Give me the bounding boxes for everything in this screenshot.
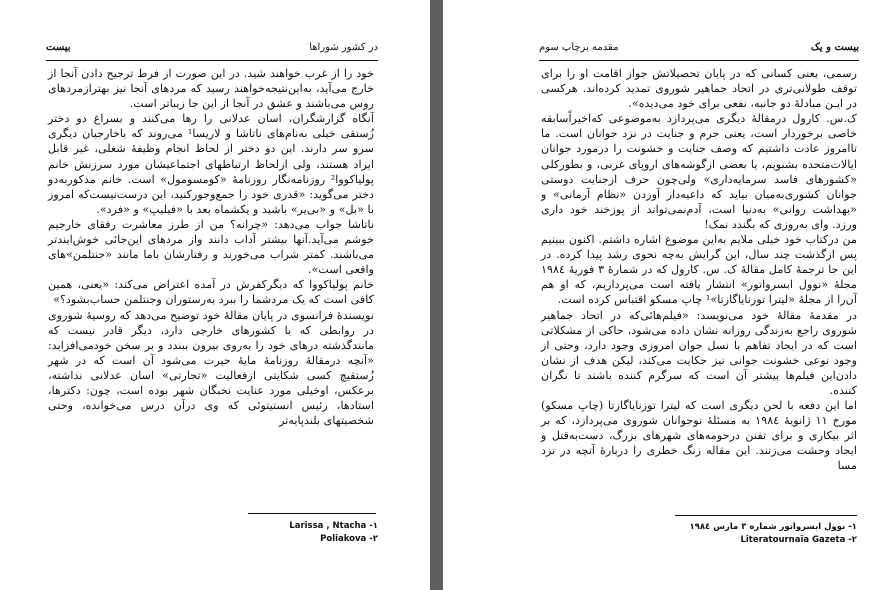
right-page-header xyxy=(539,42,859,58)
left-footnotes xyxy=(250,520,378,546)
left-header-rule xyxy=(46,60,378,61)
left-paragraph: نویسندهٔ فرانسوی در پایان مقالهٔ خود توضیح می‌دهد که روسیهٔ شوروی در روابطی که با کشورهای خارجی دارد، دیگر قادر نیست که مانندگذشته درهای خود را به‌روی بیرون ببندد و بر سخن خودمی‌افزاید: «آنچه درمقالهٔ روزنامهٔ مایهٔ حیرت می‌شود آن است که در شهر زُستقیچ کسی شکایتی ازفعالیت «تجارتی» اسان عدلانی نداشته، برعکس، اوخیلی مورد عنایت نخبگان شهر بوده است، چون: دکترها، استادها، رئیس انستیتوئی که وی درآن درس می‌خوانده، وحتی شخصیتهای بلندپایه‌تر xyxy=(48,308,374,428)
right-paragraph: در مقدمهٔ مقالهٔ خود می‌نویسد: «فیلم‌هائی‌که در اتحاد جماهیر شوروی راجع به‌زندگی روزانه نشان داده می‌شود، حاکی از مشکلاتی است که در ایجاد تفاهم با نسل جوان امروزی وجود دارد، وحتی از وجود نوعی خشونت جوانی نیز حکایت می‌کند، لیکن هدف از نشان دادن‌این فیلم‌ها بیشتر آن است که سرگرم کننده باشند تا نگران کننده. xyxy=(541,308,857,397)
right-paragraph: اما این دفعه با لحن دیگری است که لیترا توزنایاگازتا (چاپ مسکو) مورخ ١١ ژانویهٔ ١٩٨٤ به مسئلهٔ نوجوانان شوروی می‌پردازد، که بر اثر بیکاری و برای تفنن درحومه‌های شهرهای بزرگ، دست‌به‌قتل و ایجاد وحشت می‌زنند. این مقاله زنگ خطری را دربارهٔ آنچه در نزد مسا xyxy=(541,399,857,473)
left-page-number: بیست xyxy=(46,42,71,53)
left-running-title: در کشور شوراها xyxy=(309,42,378,53)
footnote: Literatournaïa Gazeta -٢ xyxy=(740,535,857,545)
left-paragraph: خانم پولیاکووا که دیگرکفرش در آمده اعتراض می‌کند: «یعنی، همین کافی است که یک مردشما را ببرد به‌رستوران وجنتلمن حساب‌بشود؟» xyxy=(48,278,374,307)
right-page xyxy=(443,0,885,590)
right-running-title: مقدمه برچاپ سوم xyxy=(539,42,619,53)
right-footnotes xyxy=(675,521,857,547)
left-paragraph: ناتاشا جواب می‌دهد: «چرا‌نه؟ من از طرز معاشرت رفقای خارجیم خوشم می‌آید.آنها بیشتر آداب دانند واز مردهای این‌جائی خوش‌ایندتر می‌باشند. کمتر شراب می‌خورند و رفتارشان باما مانند «جنتلمن»های واقعی است». xyxy=(48,217,374,277)
right-paragraph: ک.س. کارول درمقالهٔ دیگری می‌پردازد به‌موضوعی که‌اخیراًسابقه خاصی برخوردار است، یعنی جرم و جنایت در نزد جوانان است. ما تاامروز عادت داشتیم که وصف جنایت و خشونت را درمورد جوانان ایالات‌متحده بشنویم، یا بعضی ازگوشه‌های اروپای غربی، و بطورکلی «کشورهای فاسد سرمایه‌داری» ولی‌چون حرف ازجنایت دوستی جوانان کشوری‌به‌میان بیاید که داعیه‌دار آوردن «نظام آرمانی» و «بهداشت روانی» به‌دنیا است، آدم‌نمی‌تواند از پوزخند خود داری ورزد. وای به‌روزی که بگندد نمک! xyxy=(541,112,857,231)
footnote: Poliakova -٢ xyxy=(320,534,378,544)
right-page-number: بیست و یک xyxy=(810,42,859,53)
right-paragraph: من درکتاب خود خیلی ملایم به‌این موضوع اشاره داشتم. اکنون ببینیم پس ازگذشت چند سال، این گرایش به‌چه نحوی رشد پیدا کرده. در این جا ترجمهٔ کامل مقالهٔ ک. س. کارول که در شمارهٔ ٣ فوریهٔ ١٩٨٤ مجلهٔ «نوول ابسرواتور» انتشار یافته است می‌پردازیم، که او هم آن‌را از مجلهٔ «لیترا توزنایاگازتا»¹ چاپ مسکو اقتباس کرده است. xyxy=(541,233,857,307)
left-paragraph: خود را از غرب خواهند شید. در این صورت از فرط ترجیح دادن آنجا از خارج می‌آید، به‌این‌نتیجه‌خواهند رسید که مردهای آنجا نیز بهترازمردهای روس می‌باشند و عشق در آنجا از این جا زیباتر است. xyxy=(48,67,374,111)
left-page-header xyxy=(46,42,378,58)
left-footnote-rule xyxy=(248,513,376,514)
left-paragraph: آنگاه گزارشگران، اسان عدلانی را رها می‌کنند و بسراغ دو دختر زُستقی خیلی به‌نام‌های ناتاشا و لاریسا¹ می‌روند که باخارجیان دیگری سرو سر دارند. این دو دختر از لحاظ انجام وظیفهٔ شغلی، غیر قابل ایراد هستند، ولی ازلحاظ ارتباطهای اجتماعیشان مورد سرزنش خانم پولیاکووا² روزنامه‌نگار روزنامهٔ «کومسومول» است. خانم مذکوربه‌دو دختر می‌گوید: «قدری خود را جمع‌وجورکنید، این درست‌نیست‌که امروز با «بل» و «بی‌یر» باشید و یکشماه بعد با «فیلیپ» و «فرد». xyxy=(48,112,374,216)
page-gutter xyxy=(430,0,443,590)
left-body-text xyxy=(48,66,374,428)
right-paragraph: رسمی، یعنی کسانی که در پایان تحصیلاتش جواز اقامت او را برای توقف طولانی‌تری در اتحاد جماهیر شوروی تمدید کرده‌اند. هرکسی در ایـن مبادلهٔ دو جانبه، نفعی برای خود می‌دیده». xyxy=(541,67,857,111)
footnote: Larissa , Ntacha -١ xyxy=(289,521,378,531)
right-header-rule xyxy=(539,60,859,61)
left-page xyxy=(0,0,430,590)
right-body-text xyxy=(541,66,857,474)
right-footnote-rule xyxy=(675,515,857,516)
footnote: ١- نوول ابسرواتور شماره ٣ مارس ١٩٨٤ xyxy=(689,522,857,532)
